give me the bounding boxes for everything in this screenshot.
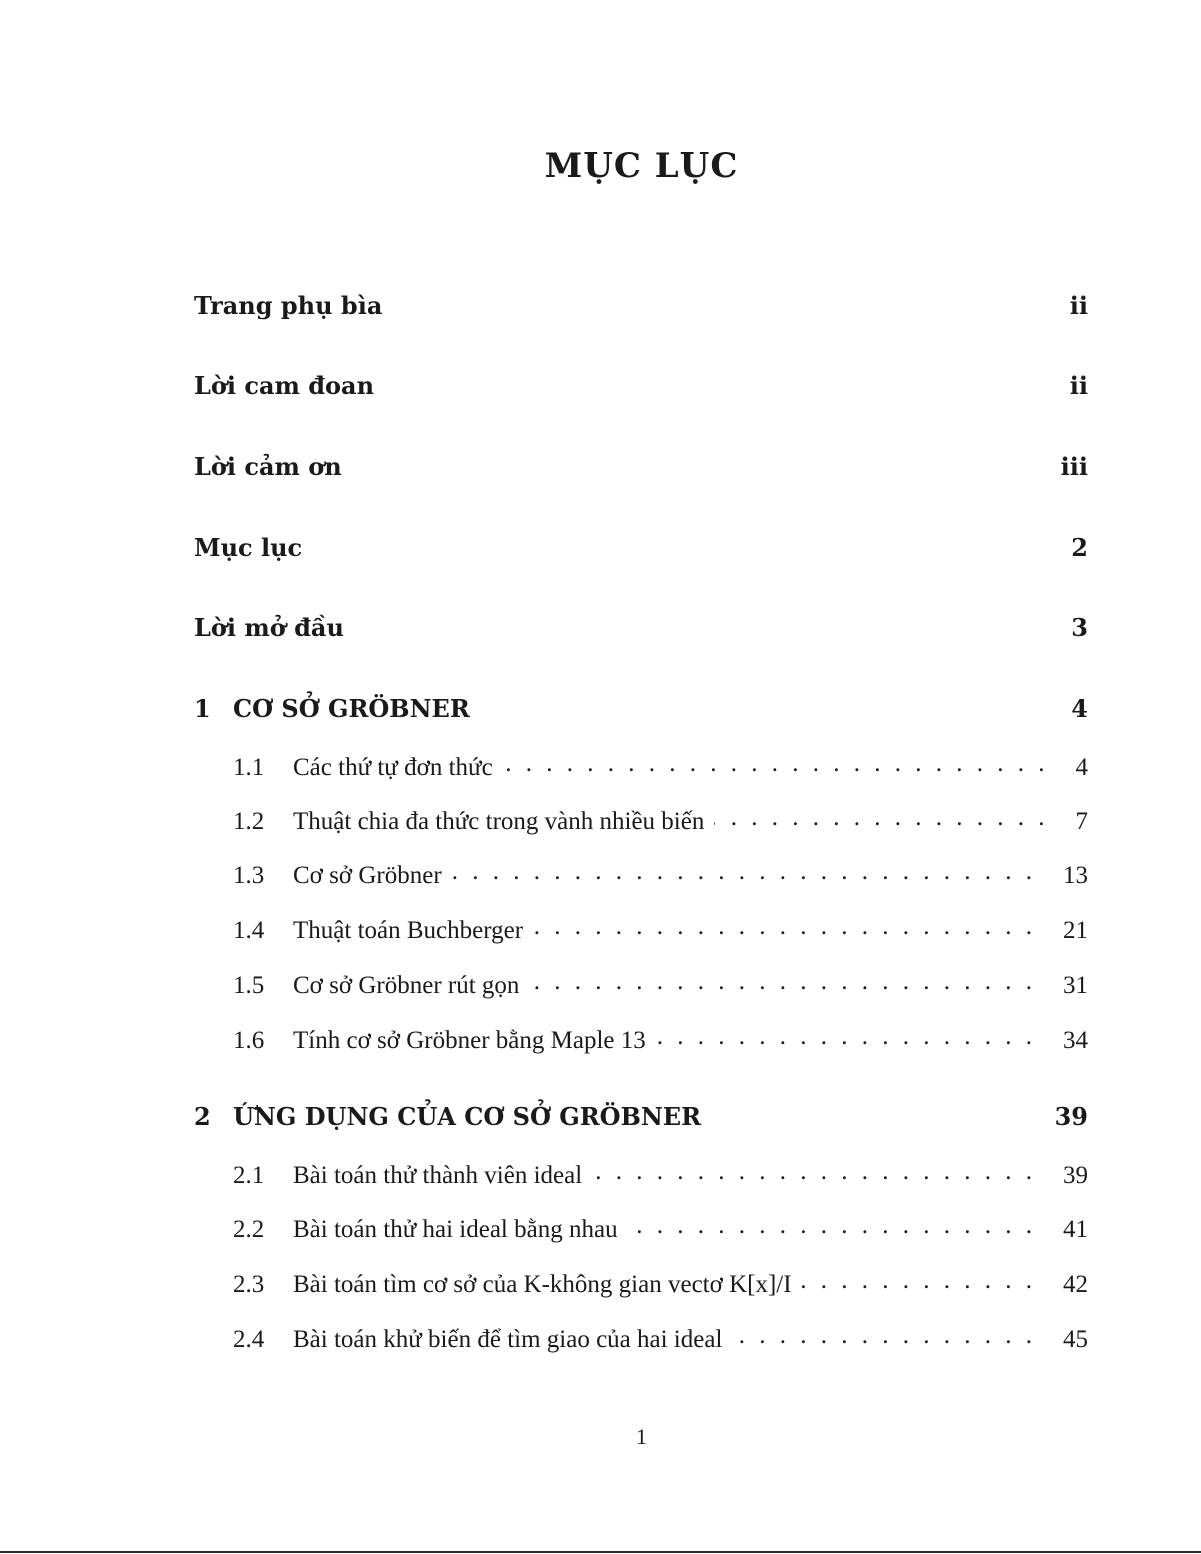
toc-entry-acknowledgements[interactable] <box>194 452 1088 481</box>
section-title: Thuật chia đa thức trong vành nhiều biến <box>293 808 705 835</box>
section-title: Các thứ tự đơn thức <box>293 754 493 781</box>
page-number: 1 <box>636 1424 647 1449</box>
section-number: 2.1 <box>233 1162 265 1189</box>
toc-section-2-1[interactable] <box>194 1158 1088 1190</box>
dot-leader <box>503 750 1046 775</box>
toc-entry-page: 4 <box>1075 754 1088 781</box>
section-title: Thuật toán Buchberger <box>293 917 524 944</box>
chapter-number: 1 <box>194 694 211 723</box>
chapter-number: 2 <box>194 1102 211 1131</box>
section-title: Tính cơ sở Gröbner bằng Maple 13 <box>293 1027 646 1054</box>
section-title: Bài toán thử hai ideal bằng nhau <box>293 1216 618 1243</box>
page-title: MỤC LỤC <box>544 146 739 186</box>
section-number: 1.5 <box>233 972 265 999</box>
section-number: 2.3 <box>233 1271 265 1298</box>
toc-entry-page: 7 <box>1075 808 1088 835</box>
dot-leader <box>656 1023 1033 1048</box>
toc-entry-page: 2 <box>1071 533 1088 562</box>
toc-section-2-2[interactable] <box>194 1212 1088 1244</box>
dot-leader <box>802 1267 1033 1292</box>
dot-leader <box>592 1158 1033 1183</box>
toc-entry-page: iii <box>1060 452 1088 481</box>
toc-entry-page: 13 <box>1063 862 1088 889</box>
dot-leader <box>529 968 1033 993</box>
dot-leader <box>533 913 1033 938</box>
toc-entry-page: 41 <box>1063 1216 1088 1243</box>
chapter-title: CƠ SỞ GRÖBNER <box>233 694 470 723</box>
toc-entry-front-cover[interactable] <box>194 291 1088 320</box>
toc-section-1-2[interactable] <box>194 804 1088 836</box>
section-number: 2.4 <box>233 1326 265 1353</box>
toc-entry-label: Mục lục <box>194 533 303 562</box>
toc-entry-page: ii <box>1069 291 1088 320</box>
dot-leader <box>732 1322 1033 1347</box>
toc-section-1-1[interactable] <box>194 750 1088 782</box>
toc-entry-contents[interactable] <box>194 533 1088 562</box>
bottom-rule <box>0 1551 1201 1553</box>
toc-entry-label: Lời cảm ơn <box>194 452 342 481</box>
section-title: Bài toán thử thành viên ideal <box>293 1162 583 1189</box>
section-title: Cơ sở Gröbner <box>293 862 442 889</box>
section-title: Cơ sở Gröbner rút gọn <box>293 972 520 999</box>
toc-section-1-3[interactable] <box>194 858 1088 890</box>
toc-entry-page: 34 <box>1063 1027 1088 1054</box>
toc-entry-page: 3 <box>1071 613 1088 642</box>
toc-entry-label: Trang phụ bìa <box>194 291 383 320</box>
section-number: 1.4 <box>233 917 265 944</box>
toc-chapter-1[interactable] <box>194 694 1088 723</box>
toc-entry-introduction[interactable] <box>194 613 1088 642</box>
toc-entry-page: 4 <box>1071 694 1088 723</box>
section-title: Bài toán tìm cơ sở của K-không gian vectơ K[x]/I <box>293 1271 792 1298</box>
toc-entry-page: 21 <box>1063 917 1088 944</box>
toc-section-1-6[interactable] <box>194 1023 1088 1055</box>
toc-chapter-2[interactable] <box>194 1102 1088 1131</box>
toc-entry-page: 31 <box>1063 972 1088 999</box>
chapter-title: ỨNG DỤNG CỦA CƠ SỞ GRÖBNER <box>233 1102 702 1131</box>
section-number: 1.1 <box>233 754 265 781</box>
toc-entry-label: Lời mở đầu <box>194 613 344 642</box>
toc-entry-page: 39 <box>1054 1102 1088 1131</box>
toc-entry-page: 45 <box>1063 1326 1088 1353</box>
dot-leader <box>452 858 1033 883</box>
section-number: 1.6 <box>233 1027 265 1054</box>
toc-entry-label: Lời cam đoan <box>194 371 375 400</box>
dot-leader <box>628 1212 1033 1237</box>
toc-section-1-4[interactable] <box>194 913 1088 945</box>
toc-section-1-5[interactable] <box>194 968 1088 1000</box>
toc-section-2-3[interactable] <box>194 1267 1088 1299</box>
toc-entry-declaration[interactable] <box>194 371 1088 400</box>
section-number: 2.2 <box>233 1216 265 1243</box>
toc-entry-page: ii <box>1069 371 1088 400</box>
section-number: 1.3 <box>233 862 265 889</box>
toc-entry-page: 39 <box>1063 1162 1088 1189</box>
toc-section-2-4[interactable] <box>194 1322 1088 1354</box>
section-number: 1.2 <box>233 808 265 835</box>
dot-leader <box>714 804 1045 829</box>
toc-entry-page: 42 <box>1063 1271 1088 1298</box>
section-title: Bài toán khử biến để tìm giao của hai ideal <box>293 1326 723 1353</box>
